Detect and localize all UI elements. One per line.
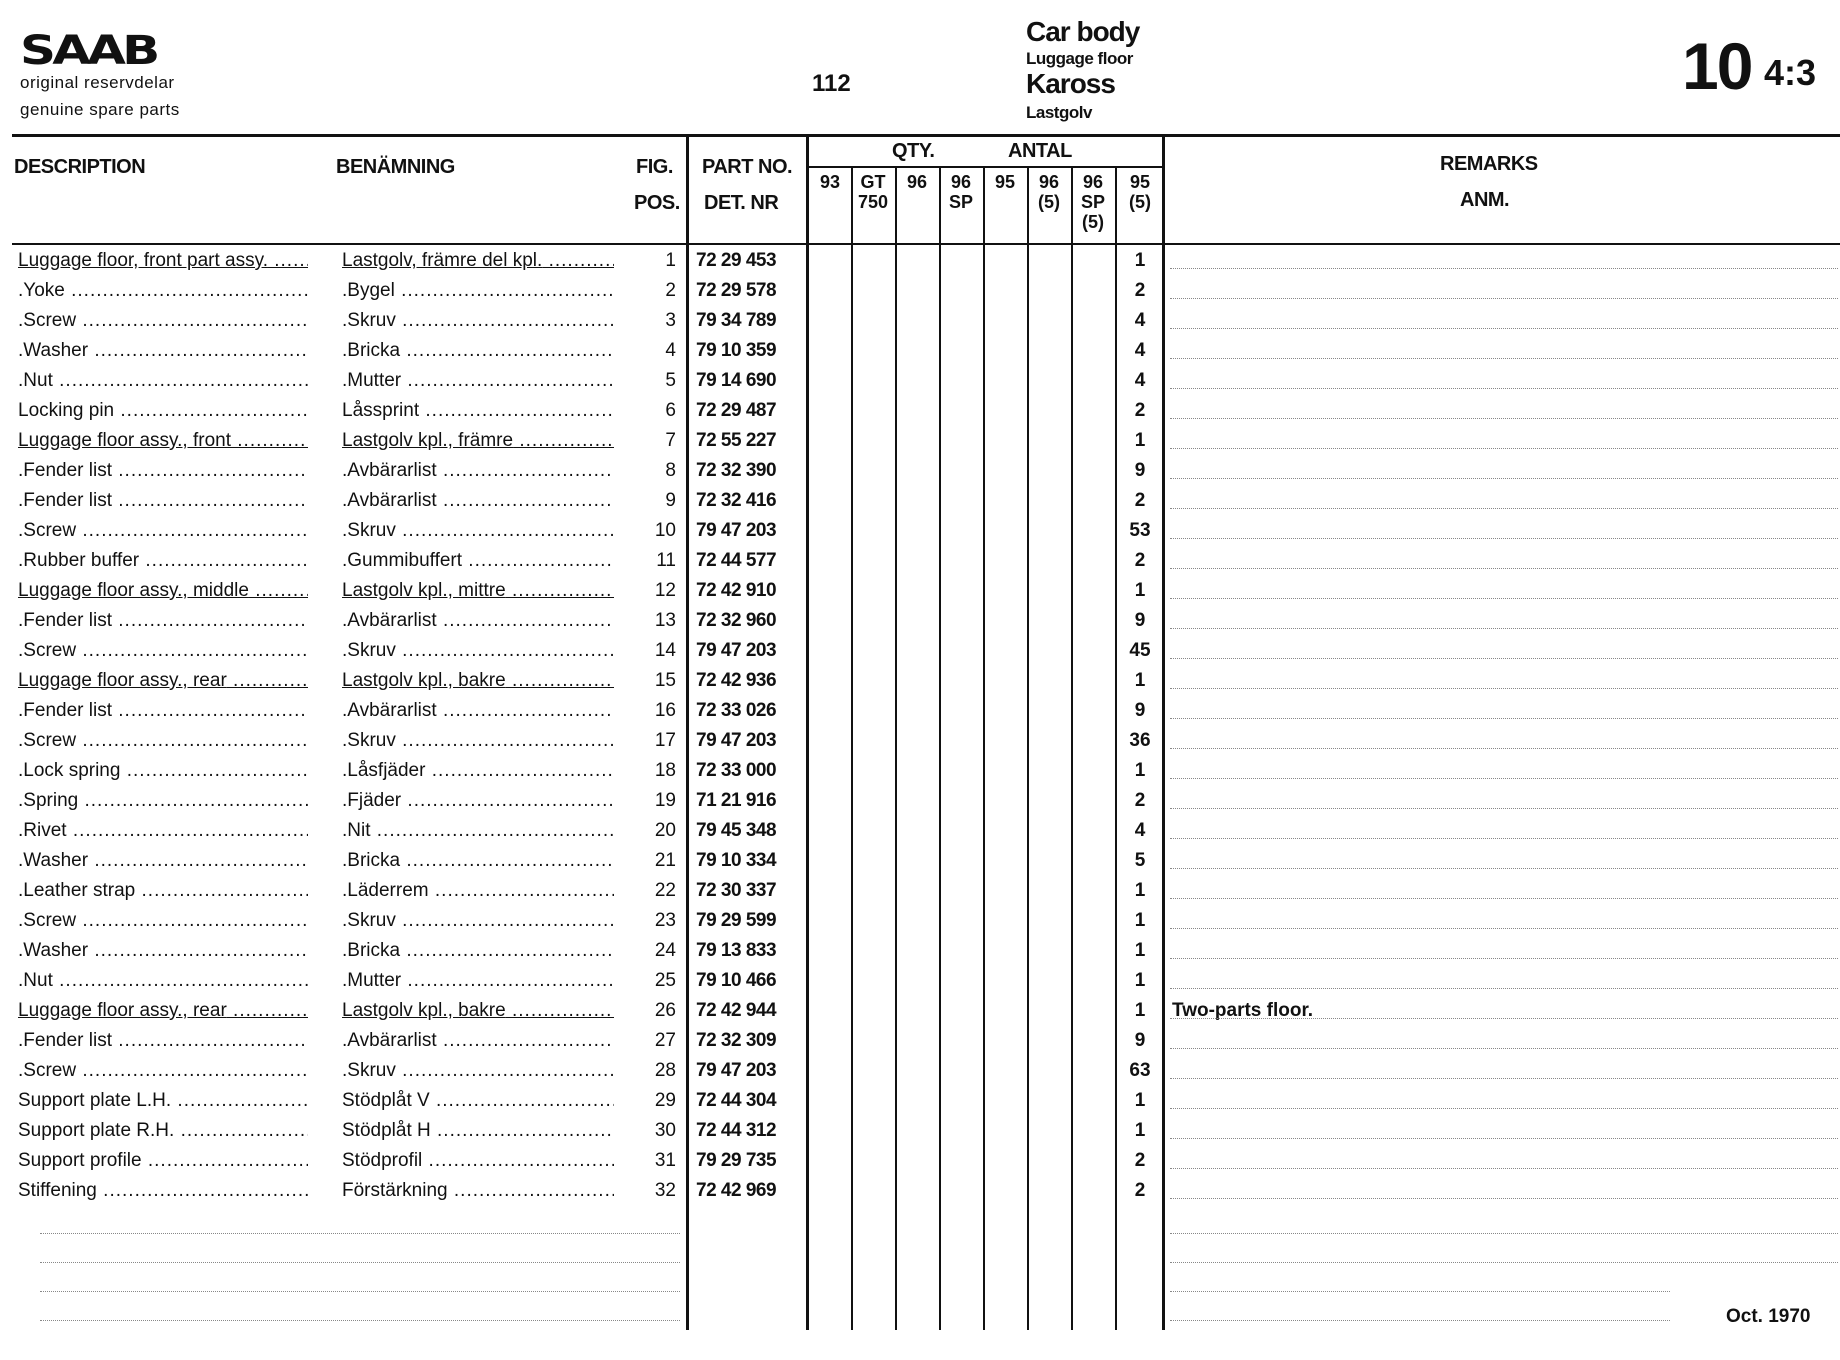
row-description: .Washer ..... bbox=[18, 846, 308, 876]
row-pos: 12 bbox=[654, 580, 676, 601]
row-description: .Screw ..... bbox=[18, 1056, 308, 1086]
remark-dotted-line bbox=[1170, 838, 1838, 839]
row-pos: 29 bbox=[654, 1090, 676, 1111]
row-description: Stiffening ..... bbox=[18, 1176, 308, 1206]
row-pos: 20 bbox=[654, 820, 676, 841]
column-header-description: DESCRIPTION bbox=[14, 156, 146, 178]
row-quantity: 2 bbox=[1134, 490, 1146, 511]
row-benamning: .Läderrem ..... bbox=[342, 876, 614, 906]
saab-logo: SAAB bbox=[20, 28, 157, 74]
remark-dotted-line bbox=[1170, 658, 1838, 659]
row-description: .Fender list ..... bbox=[18, 456, 308, 486]
row-benamning: Lastgolv kpl., bakre ..... bbox=[342, 996, 614, 1026]
row-pos: 14 bbox=[654, 640, 676, 661]
row-benamning: .Avbärarlist ..... bbox=[342, 696, 614, 726]
remark-dotted-line bbox=[1170, 718, 1838, 719]
row-benamning: .Avbärarlist ..... bbox=[342, 456, 614, 486]
row-part-number: 72 42 910 bbox=[696, 580, 777, 601]
row-part-number: 72 29 487 bbox=[696, 400, 777, 421]
header-rule bbox=[12, 134, 1840, 137]
model-header-96sp: 96 SP bbox=[948, 172, 973, 212]
table-row bbox=[0, 246, 1840, 276]
row-description: .Screw ..... bbox=[18, 636, 308, 666]
row-part-number: 79 10 334 bbox=[696, 850, 777, 871]
row-pos: 26 bbox=[654, 1000, 676, 1021]
table-row bbox=[0, 696, 1840, 726]
row-description: .Rubber buffer ..... bbox=[18, 546, 308, 576]
row-benamning: .Bricka ..... bbox=[342, 846, 614, 876]
row-description: .Washer ..... bbox=[18, 336, 308, 366]
section-number: 10 bbox=[1682, 29, 1752, 103]
model-header-96: 96 bbox=[906, 172, 928, 192]
row-part-number: 72 42 944 bbox=[696, 1000, 777, 1021]
row-pos: 28 bbox=[654, 1060, 676, 1081]
row-pos: 25 bbox=[654, 970, 676, 991]
row-description: Support profile ..... bbox=[18, 1146, 308, 1176]
row-benamning: Lastgolv kpl., bakre ..... bbox=[342, 666, 614, 696]
remark-dotted-line bbox=[1170, 778, 1838, 779]
row-benamning: .Fjäder ..... bbox=[342, 786, 614, 816]
row-pos: 21 bbox=[654, 850, 676, 871]
row-quantity: 4 bbox=[1134, 310, 1146, 331]
row-pos: 30 bbox=[654, 1120, 676, 1141]
row-quantity: 1 bbox=[1134, 580, 1146, 601]
row-benamning: .Låsfjäder ..... bbox=[342, 756, 614, 786]
table-row bbox=[0, 906, 1840, 936]
table-row bbox=[0, 1176, 1840, 1206]
remark-dotted-line bbox=[1170, 1108, 1838, 1109]
remark-dotted-line bbox=[1170, 388, 1838, 389]
row-benamning: .Avbärarlist ..... bbox=[342, 1026, 614, 1056]
row-pos: 15 bbox=[654, 670, 676, 691]
row-description: .Fender list ..... bbox=[18, 606, 308, 636]
table-row bbox=[0, 1086, 1840, 1116]
row-benamning: Låssprint ..... bbox=[342, 396, 614, 426]
row-description: .Screw ..... bbox=[18, 906, 308, 936]
model-header-95-5: 95 (5) bbox=[1129, 172, 1151, 212]
row-quantity: 1 bbox=[1134, 940, 1146, 961]
row-part-number: 79 14 690 bbox=[696, 370, 777, 391]
table-row bbox=[0, 606, 1840, 636]
row-quantity: 5 bbox=[1134, 850, 1146, 871]
row-quantity: 36 bbox=[1129, 730, 1151, 751]
empty-remark-line bbox=[1170, 1233, 1838, 1234]
table-row bbox=[0, 846, 1840, 876]
row-description: Luggage floor assy., rear ..... bbox=[18, 666, 308, 696]
row-quantity: 53 bbox=[1129, 520, 1151, 541]
subtitle-title-english: Luggage floor bbox=[1026, 49, 1133, 68]
model-header-gt750: GT 750 bbox=[857, 172, 889, 212]
remark-dotted-line bbox=[1170, 568, 1838, 569]
row-part-number: 72 32 416 bbox=[696, 490, 777, 511]
model-header-93: 93 bbox=[819, 172, 841, 192]
row-benamning: .Mutter ..... bbox=[342, 966, 614, 996]
row-description: .Screw ..... bbox=[18, 516, 308, 546]
table-row bbox=[0, 996, 1840, 1026]
row-benamning: .Skruv ..... bbox=[342, 516, 614, 546]
row-quantity: 1 bbox=[1134, 670, 1146, 691]
table-row bbox=[0, 876, 1840, 906]
row-pos: 5 bbox=[665, 370, 676, 391]
row-benamning: .Skruv ..... bbox=[342, 636, 614, 666]
table-row bbox=[0, 1116, 1840, 1146]
remark-dotted-line bbox=[1170, 418, 1838, 419]
row-pos: 3 bbox=[665, 310, 676, 331]
row-quantity: 2 bbox=[1134, 790, 1146, 811]
row-benamning: .Bricka ..... bbox=[342, 936, 614, 966]
row-description: Locking pin ..... bbox=[18, 396, 308, 426]
row-description: .Nut ..... bbox=[18, 366, 308, 396]
table-row bbox=[0, 426, 1840, 456]
row-quantity: 9 bbox=[1134, 1030, 1146, 1051]
remark-dotted-line bbox=[1170, 538, 1838, 539]
row-benamning: .Skruv ..... bbox=[342, 306, 614, 336]
row-description: .Spring ..... bbox=[18, 786, 308, 816]
table-row bbox=[0, 1146, 1840, 1176]
row-description: .Screw ..... bbox=[18, 726, 308, 756]
row-benamning: Lastgolv, främre del kpl. ..... bbox=[342, 246, 614, 276]
row-pos: 7 bbox=[665, 430, 676, 451]
row-part-number: 79 29 735 bbox=[696, 1150, 777, 1171]
row-quantity: 2 bbox=[1134, 1180, 1146, 1201]
remark-dotted-line bbox=[1170, 328, 1838, 329]
row-pos: 17 bbox=[654, 730, 676, 751]
empty-line bbox=[40, 1262, 680, 1263]
title-english: Car body bbox=[1026, 16, 1140, 47]
row-quantity: 1 bbox=[1134, 760, 1146, 781]
column-header-anm: ANM. bbox=[1460, 189, 1510, 211]
row-part-number: 79 47 203 bbox=[696, 520, 777, 541]
row-quantity: 1 bbox=[1134, 880, 1146, 901]
row-part-number: 72 30 337 bbox=[696, 880, 777, 901]
table-row bbox=[0, 486, 1840, 516]
section-subnumber: 4:3 bbox=[1764, 52, 1817, 93]
table-row bbox=[0, 816, 1840, 846]
row-part-number: 72 32 960 bbox=[696, 610, 777, 631]
row-pos: 22 bbox=[654, 880, 676, 901]
row-benamning: .Skruv ..... bbox=[342, 906, 614, 936]
row-description: .Fender list ..... bbox=[18, 696, 308, 726]
empty-remark-line bbox=[1170, 1291, 1670, 1292]
column-header-part-no: PART NO. bbox=[702, 156, 793, 178]
table-row bbox=[0, 666, 1840, 696]
qty-header-rule bbox=[808, 166, 1164, 168]
table-row bbox=[0, 366, 1840, 396]
empty-line bbox=[40, 1233, 680, 1234]
row-quantity: 9 bbox=[1134, 460, 1146, 481]
row-quantity: 1 bbox=[1134, 1090, 1146, 1111]
row-part-number: 79 34 789 bbox=[696, 310, 777, 331]
column-header-benamning: BENÄMNING bbox=[336, 156, 455, 178]
remark-dotted-line bbox=[1170, 298, 1838, 299]
row-part-number: 79 29 599 bbox=[696, 910, 777, 931]
row-quantity: 1 bbox=[1134, 250, 1146, 271]
table-row bbox=[0, 456, 1840, 486]
remark-dotted-line bbox=[1170, 898, 1838, 899]
row-pos: 27 bbox=[654, 1030, 676, 1051]
row-quantity: 1 bbox=[1134, 910, 1146, 931]
table-row bbox=[0, 756, 1840, 786]
row-part-number: 72 42 936 bbox=[696, 670, 777, 691]
remark-dotted-line bbox=[1170, 688, 1838, 689]
row-quantity: 4 bbox=[1134, 820, 1146, 841]
table-row bbox=[0, 786, 1840, 816]
row-description: .Nut ..... bbox=[18, 966, 308, 996]
row-quantity: 63 bbox=[1129, 1060, 1151, 1081]
row-quantity: 45 bbox=[1129, 640, 1151, 661]
table-row bbox=[0, 1056, 1840, 1086]
row-quantity: 2 bbox=[1134, 280, 1146, 301]
empty-remark-line bbox=[1170, 1262, 1838, 1263]
row-part-number: 72 33 026 bbox=[696, 700, 777, 721]
row-benamning: Stödprofil ..... bbox=[342, 1146, 614, 1176]
row-quantity: 2 bbox=[1134, 400, 1146, 421]
row-description: .Fender list ..... bbox=[18, 1026, 308, 1056]
remark-dotted-line bbox=[1170, 808, 1838, 809]
row-description: .Rivet ..... bbox=[18, 816, 308, 846]
row-part-number: 72 44 577 bbox=[696, 550, 777, 571]
row-pos: 11 bbox=[656, 550, 676, 571]
remark-dotted-line bbox=[1170, 268, 1838, 269]
row-part-number: 72 42 969 bbox=[696, 1180, 777, 1201]
row-description: .Screw ..... bbox=[18, 306, 308, 336]
remark-dotted-line bbox=[1170, 628, 1838, 629]
row-part-number: 72 33 000 bbox=[696, 760, 777, 781]
table-row bbox=[0, 306, 1840, 336]
row-description: .Leather strap ..... bbox=[18, 876, 308, 906]
column-header-fig: FIG. bbox=[636, 156, 673, 178]
row-quantity: 1 bbox=[1134, 430, 1146, 451]
row-part-number: 71 21 916 bbox=[696, 790, 777, 811]
remark-dotted-line bbox=[1170, 1018, 1838, 1019]
row-pos: 16 bbox=[654, 700, 676, 721]
column-header-det-nr: DET. NR bbox=[704, 192, 779, 214]
table-row bbox=[0, 966, 1840, 996]
row-pos: 9 bbox=[665, 490, 676, 511]
remark-dotted-line bbox=[1170, 1138, 1838, 1139]
row-quantity: 4 bbox=[1134, 370, 1146, 391]
column-header-pos: POS. bbox=[634, 192, 680, 214]
remark-dotted-line bbox=[1170, 1168, 1838, 1169]
row-description: Luggage floor, front part assy. ..... bbox=[18, 246, 308, 276]
row-part-number: 72 32 309 bbox=[696, 1030, 777, 1051]
column-header-rule bbox=[12, 243, 1840, 245]
row-part-number: 79 10 466 bbox=[696, 970, 777, 991]
row-quantity: 2 bbox=[1134, 1150, 1146, 1171]
row-pos: 19 bbox=[654, 790, 676, 811]
row-pos: 10 bbox=[654, 520, 676, 541]
remark-dotted-line bbox=[1170, 748, 1838, 749]
column-header-qty: QTY. bbox=[892, 140, 935, 162]
row-part-number: 79 47 203 bbox=[696, 730, 777, 751]
table-row bbox=[0, 936, 1840, 966]
remark-dotted-line bbox=[1170, 988, 1838, 989]
remark-dotted-line bbox=[1170, 478, 1838, 479]
column-header-remarks: REMARKS bbox=[1440, 153, 1538, 175]
remark-dotted-line bbox=[1170, 508, 1838, 509]
remark-dotted-line bbox=[1170, 1078, 1838, 1079]
row-pos: 8 bbox=[665, 460, 676, 481]
row-pos: 4 bbox=[665, 340, 676, 361]
empty-remark-line bbox=[1170, 1320, 1670, 1321]
row-part-number: 79 47 203 bbox=[696, 640, 777, 661]
model-header-96-5: 96 (5) bbox=[1038, 172, 1060, 212]
row-part-number: 79 45 348 bbox=[696, 820, 777, 841]
row-description: .Yoke ..... bbox=[18, 276, 308, 306]
row-quantity: 1 bbox=[1134, 1120, 1146, 1141]
row-quantity: 9 bbox=[1134, 610, 1146, 631]
row-part-number: 79 10 359 bbox=[696, 340, 777, 361]
row-part-number: 72 29 578 bbox=[696, 280, 777, 301]
table-row bbox=[0, 726, 1840, 756]
row-remark: Two-parts floor. bbox=[1172, 1000, 1314, 1021]
row-benamning: .Bygel ..... bbox=[342, 276, 614, 306]
row-quantity: 2 bbox=[1134, 550, 1146, 571]
row-pos: 2 bbox=[665, 280, 676, 301]
model-header-95: 95 bbox=[994, 172, 1016, 192]
row-description: Luggage floor assy., front ..... bbox=[18, 426, 308, 456]
empty-line bbox=[40, 1291, 680, 1292]
row-quantity: 4 bbox=[1134, 340, 1146, 361]
table-row bbox=[0, 546, 1840, 576]
remark-dotted-line bbox=[1170, 1198, 1838, 1199]
table-row bbox=[0, 516, 1840, 546]
remark-dotted-line bbox=[1170, 358, 1838, 359]
row-description: .Fender list ..... bbox=[18, 486, 308, 516]
remark-dotted-line bbox=[1170, 1048, 1838, 1049]
row-benamning: .Gummibuffert ..... bbox=[342, 546, 614, 576]
subtitle-swedish: original reservdelar bbox=[20, 73, 175, 92]
row-part-number: 72 29 453 bbox=[696, 250, 777, 271]
row-benamning: Stödplåt H ..... bbox=[342, 1116, 614, 1146]
table-row bbox=[0, 1026, 1840, 1056]
row-pos: 24 bbox=[654, 940, 676, 961]
row-quantity: 1 bbox=[1134, 1000, 1146, 1021]
row-pos: 18 bbox=[654, 760, 676, 781]
table-row bbox=[0, 396, 1840, 426]
subtitle-title-swedish: Lastgolv bbox=[1026, 103, 1092, 122]
row-part-number: 72 32 390 bbox=[696, 460, 777, 481]
model-header-96sp-5: 96 SP (5) bbox=[1080, 172, 1105, 232]
row-benamning: .Skruv ..... bbox=[342, 726, 614, 756]
row-quantity: 1 bbox=[1134, 970, 1146, 991]
row-part-number: 72 44 312 bbox=[696, 1120, 777, 1141]
row-benamning: .Nit ..... bbox=[342, 816, 614, 846]
row-part-number: 72 55 227 bbox=[696, 430, 777, 451]
remark-dotted-line bbox=[1170, 868, 1838, 869]
remark-dotted-line bbox=[1170, 958, 1838, 959]
row-benamning: .Mutter ..... bbox=[342, 366, 614, 396]
footer-date: Oct. 1970 bbox=[1726, 1306, 1811, 1327]
row-benamning: .Avbärarlist ..... bbox=[342, 486, 614, 516]
row-pos: 32 bbox=[654, 1180, 676, 1201]
row-description: Luggage floor assy., rear ..... bbox=[18, 996, 308, 1026]
table-row bbox=[0, 576, 1840, 606]
remark-dotted-line bbox=[1170, 448, 1838, 449]
row-quantity: 9 bbox=[1134, 700, 1146, 721]
row-benamning: Lastgolv kpl., mittre ..... bbox=[342, 576, 614, 606]
subtitle-english: genuine spare parts bbox=[20, 100, 180, 119]
row-part-number: 79 13 833 bbox=[696, 940, 777, 961]
column-header-antal: ANTAL bbox=[1008, 140, 1072, 162]
row-description: Luggage floor assy., middle ..... bbox=[18, 576, 308, 606]
row-benamning: .Bricka ..... bbox=[342, 336, 614, 366]
table-row bbox=[0, 276, 1840, 306]
row-part-number: 79 47 203 bbox=[696, 1060, 777, 1081]
row-benamning: Förstärkning ..... bbox=[342, 1176, 614, 1206]
row-pos: 1 bbox=[665, 250, 676, 271]
table-row bbox=[0, 336, 1840, 366]
remark-dotted-line bbox=[1170, 598, 1838, 599]
row-pos: 13 bbox=[654, 610, 676, 631]
empty-line bbox=[40, 1320, 680, 1321]
row-pos: 31 bbox=[654, 1150, 676, 1171]
row-pos: 6 bbox=[665, 400, 676, 421]
row-pos: 23 bbox=[654, 910, 676, 931]
row-part-number: 72 44 304 bbox=[696, 1090, 777, 1111]
row-benamning: Lastgolv kpl., främre ..... bbox=[342, 426, 614, 456]
page-number: 112 bbox=[812, 70, 851, 97]
row-description: .Washer ..... bbox=[18, 936, 308, 966]
table-row bbox=[0, 636, 1840, 666]
row-benamning: Stödplåt V ..... bbox=[342, 1086, 614, 1116]
row-description: Support plate R.H. ..... bbox=[18, 1116, 308, 1146]
row-description: Support plate L.H. ..... bbox=[18, 1086, 308, 1116]
row-benamning: .Skruv ..... bbox=[342, 1056, 614, 1086]
row-benamning: .Avbärarlist ..... bbox=[342, 606, 614, 636]
row-description: .Lock spring ..... bbox=[18, 756, 308, 786]
title-swedish: Kaross bbox=[1026, 68, 1115, 99]
remark-dotted-line bbox=[1170, 928, 1838, 929]
